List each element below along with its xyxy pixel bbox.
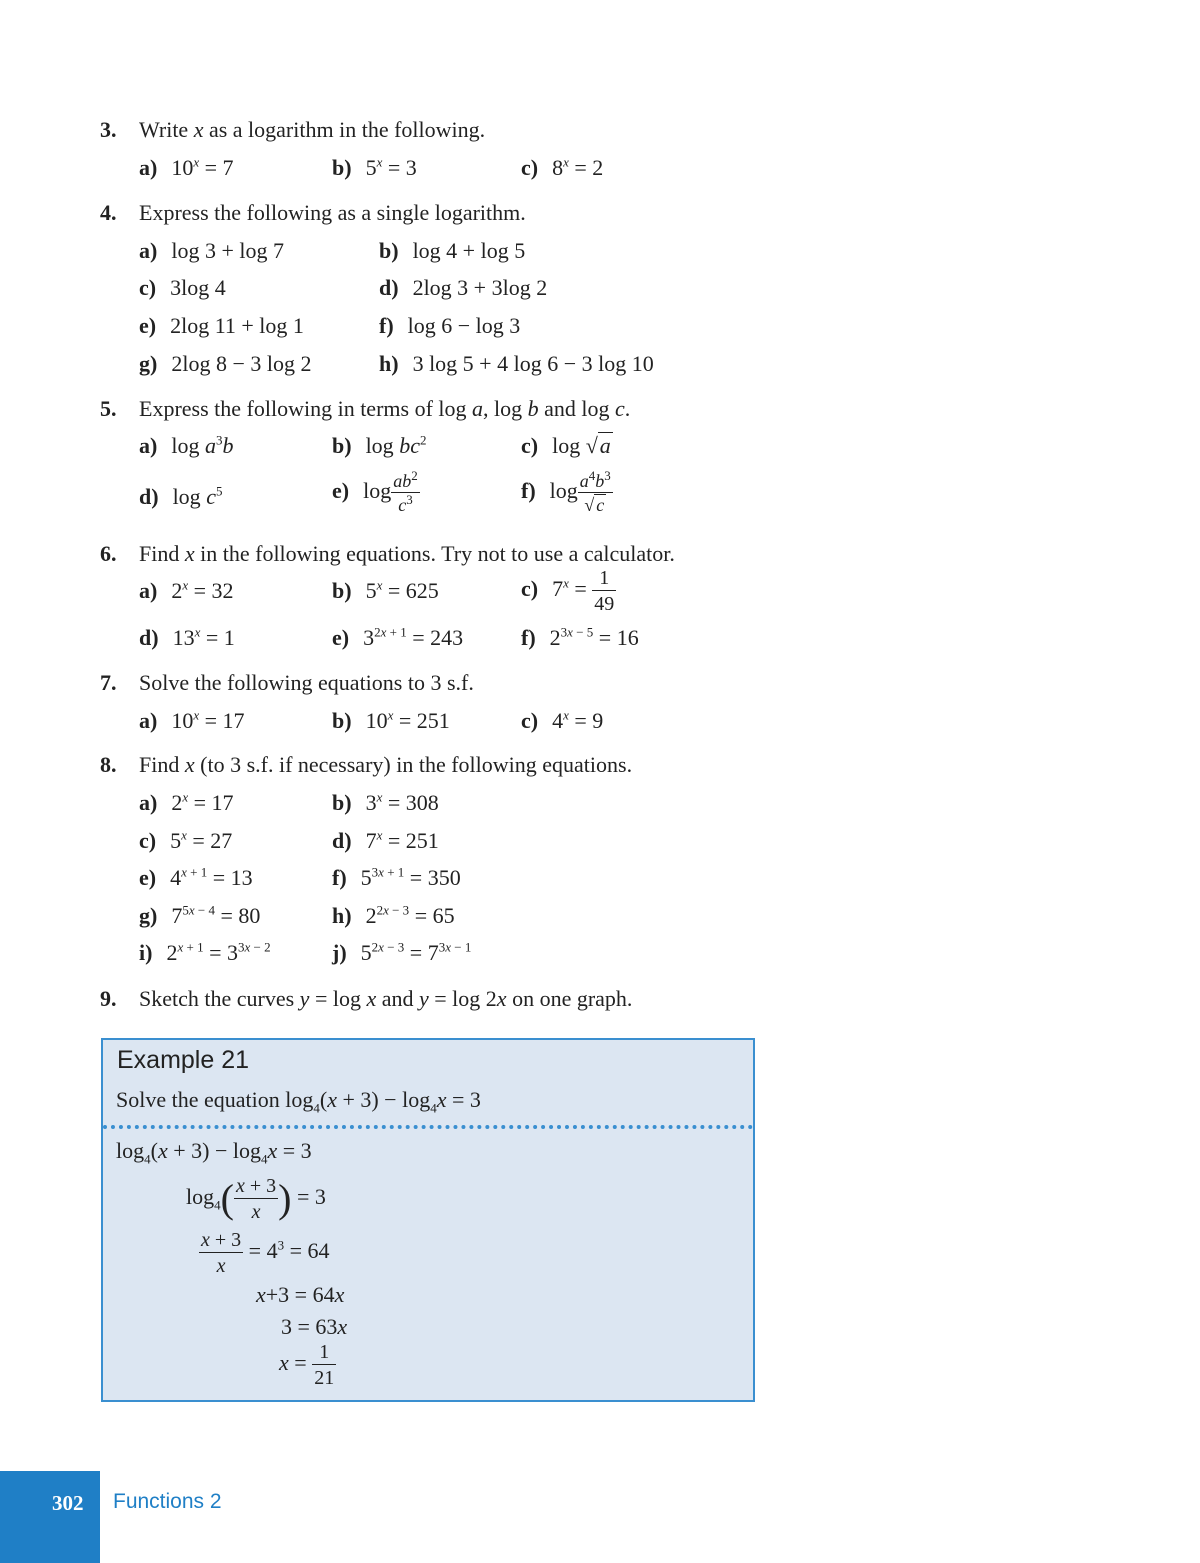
item: b) $5^x = 625$ (332, 577, 439, 603)
example-question: Solve the equation $\log_4(x + 3) - \log_4x = 3$ (116, 1087, 481, 1116)
question-number: 9. (100, 986, 117, 1011)
question-number: 6. (100, 541, 117, 566)
question-number: 5. (100, 396, 117, 421)
item: d) $7^x = 251$ (332, 827, 439, 853)
question-text: Write x as a logarithm in the following. (139, 117, 486, 142)
item: a) $\log a^3b$ (139, 432, 234, 458)
question-text: Express the following as a single logarithm. (139, 200, 526, 225)
footer-tab (0, 1471, 100, 1563)
solution-line: $\log_4(x + 3) - \log_4x = 3$ (116, 1138, 312, 1167)
item: c) $8^x = 2$ (521, 154, 604, 180)
question-text: Sketch the curves y = log x and y = log 2x on one graph. (139, 986, 633, 1011)
example-title: Example 21 (117, 1046, 250, 1074)
item: c) $7^x$ = $\frac{1}{49}$ (521, 567, 615, 615)
item: c) log √a (521, 433, 611, 458)
solution-line: $\log_4$( $\frac{x + 3}{x}$ ) = 3 (186, 1175, 326, 1223)
item: c) $5^x = 27$ (139, 827, 233, 853)
item: a) $10^x = 17$ (139, 707, 245, 733)
question-text: Find x in the following equations. Try not to use a calculator. (139, 541, 675, 566)
item: g) $7^{5x - 4} = 80$ (139, 902, 261, 928)
solution-line: 3 = 63x (281, 1314, 348, 1339)
solution-line: x = $\frac{1}{21}$ (279, 1341, 335, 1389)
item: a) $10^x = 7$ (139, 154, 234, 180)
item: f) $2^{3x - 5} = 16$ (521, 624, 639, 650)
question-number: 8. (100, 752, 117, 777)
item: a) log 3 + log 7 (139, 238, 284, 263)
item: b) $\log bc^2$ (332, 432, 427, 458)
item: a) $2^x = 32$ (139, 577, 234, 603)
item: j) $5^{2x - 3} = 7^{3x - 1}$ (332, 939, 472, 965)
item: e) 2log 11 + log 1 (139, 313, 304, 338)
question-text: Find x (to 3 s.f. if necessary) in the following equations. (139, 752, 633, 777)
item: f) $5^{3x + 1} = 350$ (332, 864, 461, 890)
page-number: 302 (52, 1491, 84, 1515)
question-number: 3. (100, 117, 117, 142)
chapter-title: Functions 2 (113, 1490, 222, 1513)
example-box (101, 1038, 755, 1402)
question-number: 4. (100, 200, 117, 225)
item: f) log $\frac{a^4b^3}{√ c}$ (521, 468, 611, 515)
item: h) $2^{2x - 3} = 65$ (332, 902, 455, 928)
item: b) $5^x = 3$ (332, 154, 417, 180)
item: b) log 4 + log 5 (379, 238, 526, 263)
item: h) 3 log 5 + 4 log 6 − 3 log 10 (379, 351, 654, 376)
item: c) 3log 4 (139, 275, 226, 300)
item: f) log 6 − log 3 (379, 313, 521, 338)
item: d) $13^x = 1$ (139, 624, 235, 650)
item: i) $2^{x + 1} = 3^{3x - 2}$ (139, 939, 271, 965)
question-text: Solve the following equations to 3 s.f. (139, 670, 474, 695)
item: a) $2^x = 17$ (139, 789, 234, 815)
solution-line: $\frac{x + 3}{x}$ = $4^3 = 64$ (201, 1229, 330, 1277)
solution-line: x+3 = 64x (256, 1282, 345, 1307)
item: d) $\log c^5$ (139, 483, 223, 509)
dotted-divider (103, 1125, 753, 1129)
item: e) $4^{x + 1} = 13$ (139, 864, 253, 890)
item: d) 2log 3 + 3log 2 (379, 275, 548, 300)
item: g) 2log 8 − 3 log 2 (139, 351, 312, 376)
question-number: 7. (100, 670, 117, 695)
item: e) $3^{2x + 1} = 243$ (332, 624, 464, 650)
item: c) $4^x = 9$ (521, 707, 604, 733)
item: b) $10^x = 251$ (332, 707, 450, 733)
item: e) log $\frac{ab^2}{c^3}$ (332, 468, 418, 515)
item: b) $3^x = 308$ (332, 789, 439, 815)
question-text: Express the following in terms of log a, log b and log c. (139, 396, 631, 421)
